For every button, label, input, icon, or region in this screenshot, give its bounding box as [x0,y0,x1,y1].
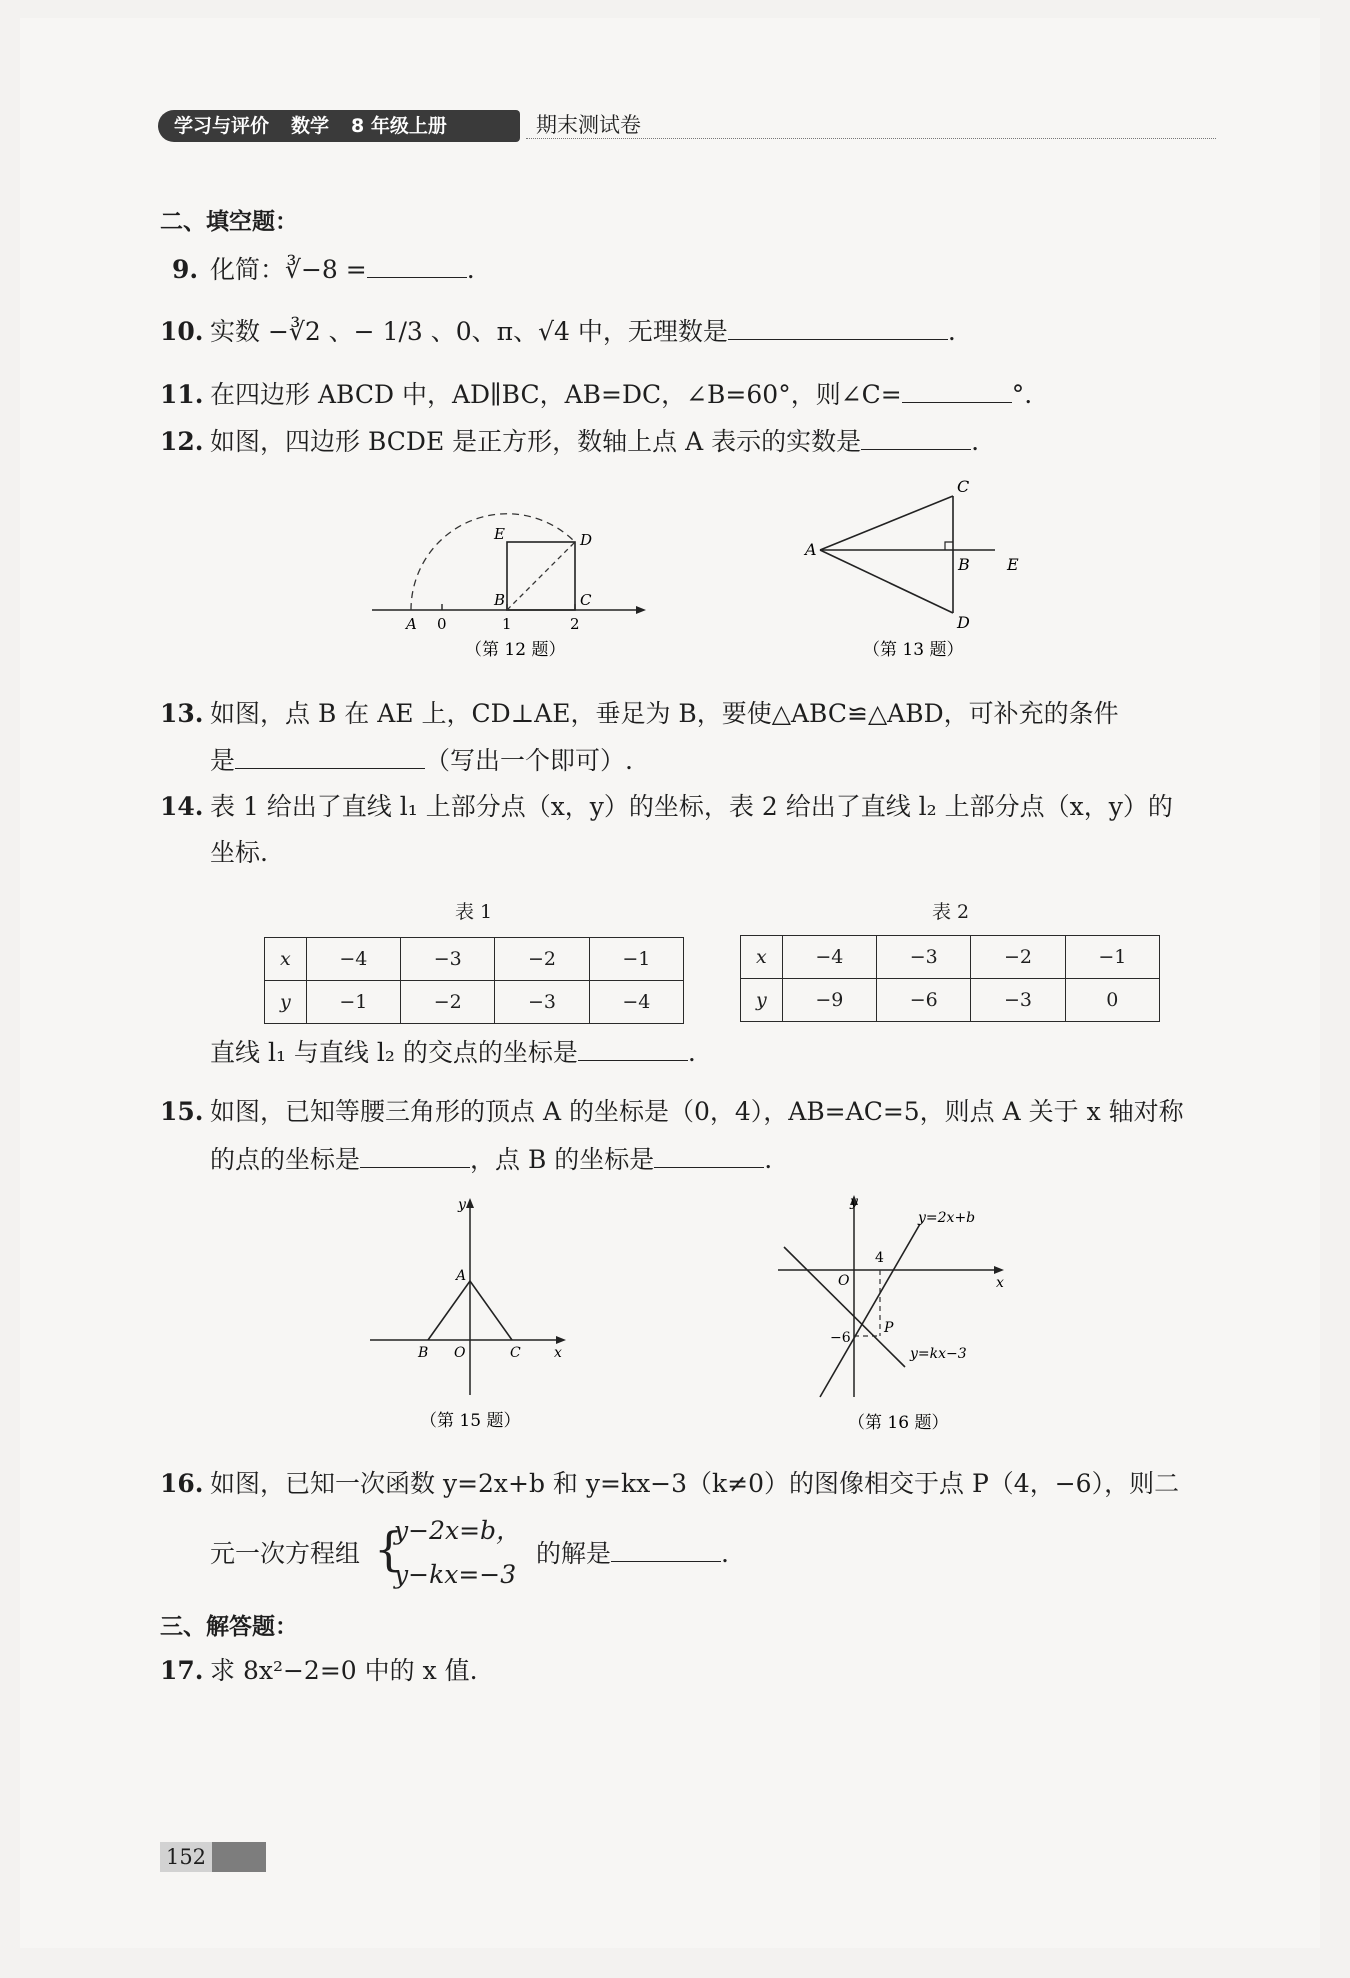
table-cell: y [265,981,307,1024]
table-cell: −4 [782,936,876,979]
label-line-2: y=kx−3 [910,1346,967,1362]
table-2-caption: 表 2 [932,901,970,923]
arc [411,514,575,610]
label-y: y [850,1194,858,1210]
label-b: B [958,555,970,574]
table-cell: x [265,938,307,981]
question-body: 如图，四边形 BCDE 是正方形，数轴上点 A 表示的实数是 [210,427,862,456]
label-line-1: y=2x+b [918,1210,976,1226]
label-a: A [805,540,817,559]
question-number: 10. [160,317,204,346]
question-end: . [687,1038,696,1067]
tick-label-0: 0 [437,615,447,633]
question-text [210,1036,696,1070]
label-d: D [580,531,593,549]
figure-caption: （第 15 题） [420,1411,521,1431]
page-number-badge [160,1842,266,1872]
table-cell: −4 [306,938,400,981]
question-prefix: 的点的坐标是 [210,1145,361,1174]
table-row-x [265,938,684,981]
header-grade: 8 年级上册 [351,115,447,137]
question-line-1: 表 1 给出了直线 l₁ 上部分点（x，y）的坐标，表 2 给出了直线 l₂ 上部分点（x，y）的 [210,792,1173,821]
table-cell: −3 [971,979,1065,1022]
table-cell: 0 [1065,979,1159,1022]
line-y-2x-b [820,1224,920,1397]
brace-icon: { [374,1522,404,1576]
table-cell: −3 [401,938,495,981]
table-1 [264,937,684,1024]
label-c: C [957,477,970,496]
question-prefix: 是 [210,746,236,775]
label-b: B [494,591,506,609]
equation-2: y−kx=−3 [394,1560,517,1589]
table-cell: −9 [782,979,876,1022]
arrow-icon [636,606,646,614]
question-line-1: 如图，已知等腰三角形的顶点 A 的坐标是（0，4），AB=AC=5，则点 A 关于 x 轴对称 [210,1097,1184,1126]
table-cell: −2 [401,981,495,1024]
label-x: x [996,1275,1004,1291]
answer-blank-reflection[interactable] [360,1145,470,1168]
question-text: 求 8x²−2=0 中的 x 值. [210,1656,478,1685]
tick-label-1: 1 [502,615,512,633]
question-text [210,744,633,778]
figure-15 [360,1195,580,1435]
question-body: 实数 −∛2 、− 1/3 、0、π、√4 中，无理数是 [210,317,728,346]
label-c: C [580,591,592,609]
question-text [536,1537,729,1571]
question-text [210,253,475,287]
label-y: y [458,1197,466,1213]
table-cell: −6 [877,979,971,1022]
tick-label-2: 2 [570,615,580,633]
question-text [210,378,1032,412]
question-number: 14. [160,792,204,821]
question-number: 9. [172,255,199,284]
header-subject: 数学 [291,115,330,137]
table-cell: −1 [589,938,683,981]
question-middle: ，点 B 的坐标是 [470,1145,655,1174]
right-angle-mark [945,542,953,550]
table-2 [740,935,1160,1022]
table-cell: −1 [306,981,400,1024]
label-a: A [456,1268,467,1284]
line-y-kx-3 [784,1247,905,1367]
header-book: 学习与评价 [174,115,270,137]
answer-blank-point-b[interactable] [654,1145,764,1168]
answer-blank[interactable] [728,317,948,340]
label-4: 4 [875,1250,884,1266]
table-1-caption: 表 1 [455,901,493,923]
table-row-y [741,979,1160,1022]
answer-blank[interactable] [578,1038,688,1061]
figure-16 [770,1192,1020,1437]
question-suffix: （写出一个即可）. [425,746,633,775]
table-row-y [265,981,684,1024]
table-cell: x [741,936,783,979]
answer-blank[interactable] [611,1539,721,1562]
answer-blank[interactable] [861,427,971,450]
question-end: . [721,1539,729,1568]
answer-blank[interactable] [235,746,425,769]
question-text [210,1143,772,1177]
equation-1: y−2x=b， [394,1516,522,1545]
label-e: E [494,525,505,543]
segment-ad [820,550,953,613]
question-text [210,315,956,349]
label-p: P [884,1320,894,1336]
answer-blank[interactable] [367,255,467,278]
question-end: °. [1011,380,1033,409]
section-solve-heading: 三、解答题： [160,1614,298,1640]
question-number: 17. [160,1656,204,1685]
label-d: D [957,613,970,632]
question-end: . [764,1145,773,1174]
question-number: 16. [160,1469,204,1498]
question-end: . [947,317,956,346]
question-end: . [971,427,980,456]
table-cell: −2 [495,938,589,981]
label-o: O [454,1345,466,1361]
table-cell: −4 [589,981,683,1024]
question-expression: ∛−8 = [285,255,367,284]
label-e: E [1007,555,1019,574]
question-line-2: 坐标. [210,838,268,867]
question-middle: 的解是 [536,1539,612,1568]
question-prefix: 化简： [210,255,286,284]
figure-12 [370,505,660,670]
figure-caption: （第 16 题） [848,1413,949,1433]
question-body: 直线 l₁ 与直线 l₂ 的交点的坐标是 [210,1038,578,1067]
question-line-1: 如图，点 B 在 AE 上，CD⊥AE，垂足为 B，要使△ABC≌△ABD，可补充的条件 [210,699,1119,728]
figure-13 [795,470,1045,670]
table-cell: −2 [971,936,1065,979]
x-axis-arrow-icon [556,1336,566,1344]
question-number: 12. [160,427,204,456]
figure-caption: （第 12 题） [465,640,566,660]
label-b: B [418,1345,429,1361]
header-title: 期末测试卷 [536,113,641,137]
page-number: 152 [160,1842,212,1872]
question-number: 13. [160,699,204,728]
question-number: 15. [160,1097,204,1126]
table-row-x [741,936,1160,979]
question-number: 11. [160,380,204,409]
question-prefix: 元一次方程组 [210,1539,361,1568]
label-o: O [838,1273,850,1289]
y-axis-arrow-icon [466,1198,474,1208]
table-cell: −1 [1065,936,1159,979]
label-x: x [554,1345,562,1361]
header-rule [526,138,1216,139]
segment-ac [820,496,953,550]
label-c: C [510,1345,521,1361]
question-end: . [466,255,475,284]
question-text [210,425,979,459]
label-minus-6: −6 [830,1330,851,1346]
figure-caption: （第 13 题） [863,640,964,660]
diagonal-bd [507,542,575,610]
table-cell: y [741,979,783,1022]
section-fill-blank-heading: 二、填空题： [160,209,298,235]
x-axis-arrow-icon [994,1266,1004,1274]
table-cell: −3 [495,981,589,1024]
table-cell: −3 [877,936,971,979]
question-line-1: 如图，已知一次函数 y=2x+b 和 y=kx−3（k≠0）的图像相交于点 P（4，−6），则二 [210,1469,1180,1498]
question-body: 在四边形 ABCD 中，AD∥BC，AB=DC，∠B=60°，则∠C= [210,380,902,409]
answer-blank[interactable] [902,380,1012,403]
label-a: A [406,615,417,633]
header-badge [158,110,520,142]
